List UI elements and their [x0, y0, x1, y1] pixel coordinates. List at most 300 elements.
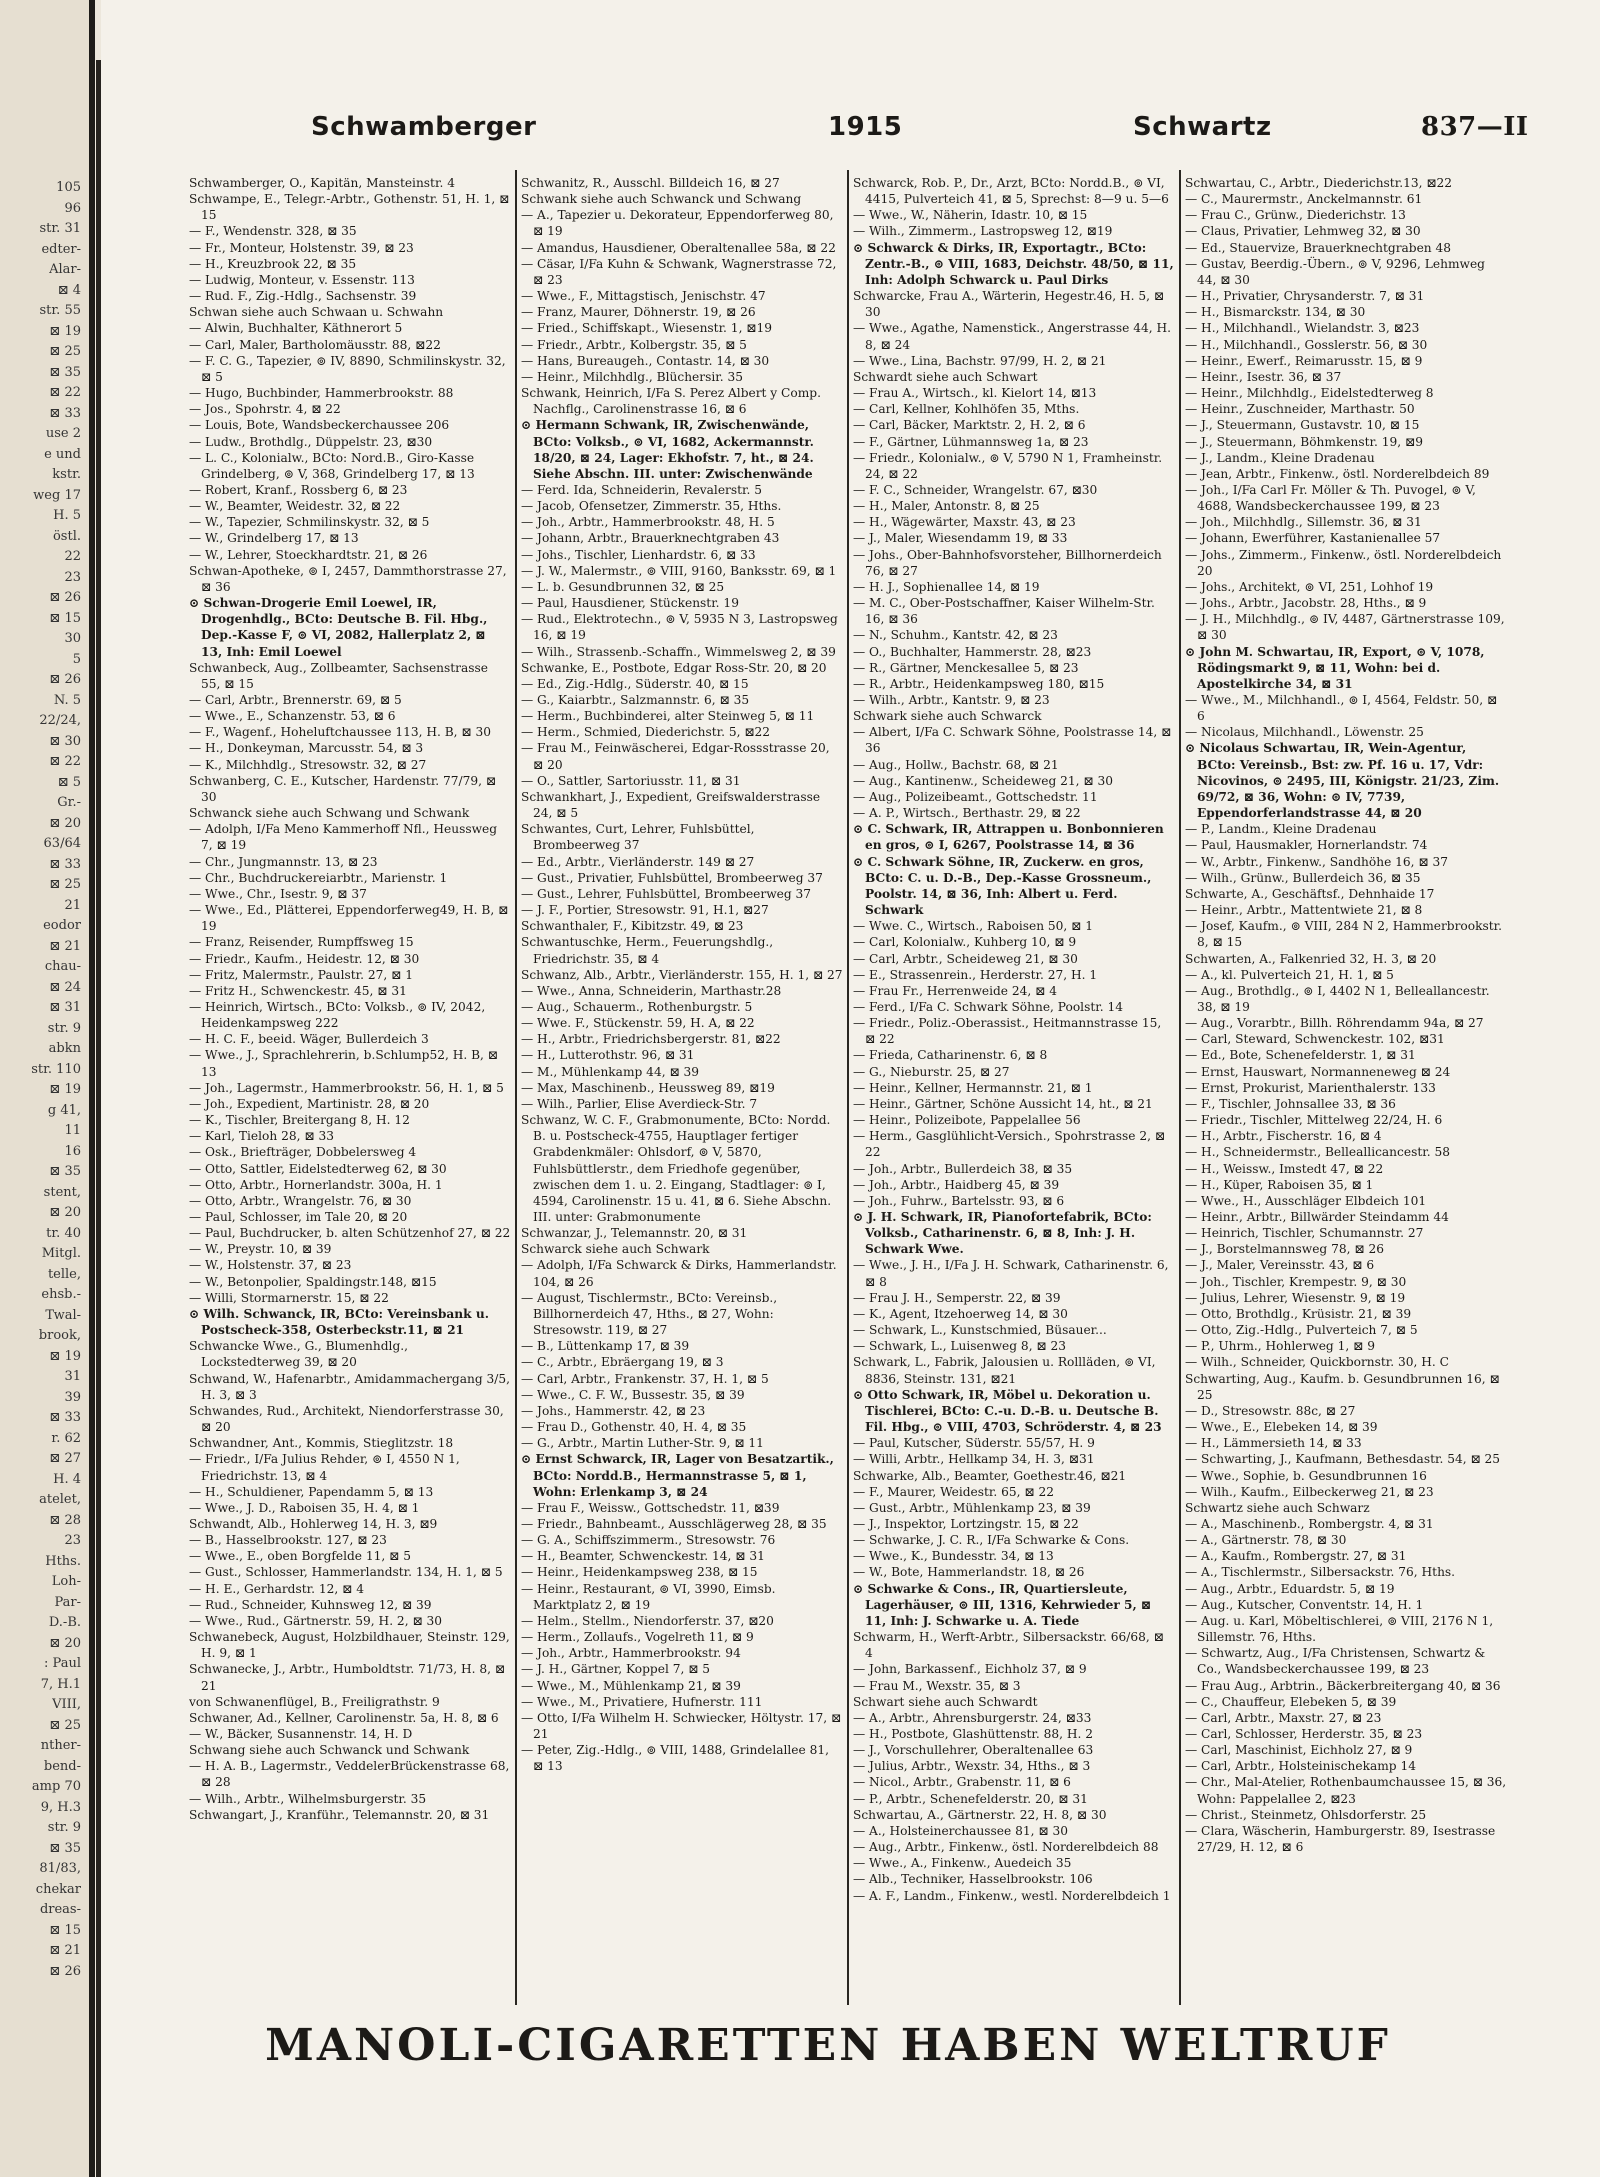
- directory-entry: — Frau Fr., Herrenweide 24, ⊠ 4: [853, 983, 1057, 998]
- directory-entry: — August, Tischlermstr., BCto: Vereinsb., Billhornerdeich 47, Hths., ⊠ 27, Wohn: Stresowstr. 119, ⊠ 27: [521, 1290, 778, 1338]
- directory-entry: — F. C., Schneider, Wrangelstr. 67, ⊠30: [853, 482, 1098, 497]
- margin-fragment: dreas-: [39, 1902, 81, 1917]
- directory-entry: ⊙ C. Schwark, IR, Attrappen u. Bonbonnieren en gros, ⊚ I, 6267, Poolstrasse 14, ⊠ 36: [853, 822, 1164, 853]
- margin-fragment: ⊠ 25: [49, 344, 81, 359]
- margin-fragment: 16: [64, 1143, 81, 1159]
- directory-entry: — Amandus, Hausdiener, Oberaltenallee 58a, ⊠ 22: [521, 240, 836, 255]
- directory-entry: — Wwe., M., Mühlenkamp 21, ⊠ 39: [521, 1678, 741, 1693]
- directory-entry: — H., Schneidermstr., Belleallicancestr. 58: [1185, 1145, 1450, 1160]
- directory-entry: Schwarke, Alb., Beamter, Goethestr.46, ⊠21: [853, 1468, 1127, 1483]
- directory-entry: — H. C. F., beeid. Wäger, Bullerdeich 3: [189, 1032, 429, 1047]
- directory-entry: — Chr., Mal-Atelier, Rothenbaumchaussee 15, ⊠ 36, Wohn: Pappelallee 2, ⊠23: [1185, 1775, 1507, 1806]
- directory-entry: — Carl, Kolonialw., Kuhberg 10, ⊠ 9: [853, 935, 1077, 950]
- directory-entry: — Wwe., E., oben Borgfelde 11, ⊠ 5: [189, 1549, 411, 1564]
- directory-entry: Schwampe, E., Telegr.-Arbtr., Gothenstr. 51, H. 1, ⊠ 15: [189, 192, 510, 223]
- directory-entry: Schwantuschke, Herm., Feuerungshdlg., Friedrichstr. 35, ⊠ 4: [521, 935, 774, 966]
- directory-entry: — Ed., Stauervize, Brauerknechtgraben 48: [1185, 240, 1452, 255]
- directory-entry: — Wwe., C. F. W., Bussestr. 35, ⊠ 39: [521, 1387, 745, 1402]
- directory-entry: — Wwe., Rud., Gärtnerstr. 59, H. 2, ⊠ 30: [189, 1613, 443, 1628]
- margin-fragment: ⊠ 26: [49, 672, 81, 687]
- directory-entry: — Ernst, Prokurist, Marienthalerstr. 133: [1185, 1080, 1436, 1095]
- directory-entry: — Ferd. Ida, Schneiderin, Revalerstr. 5: [521, 482, 763, 497]
- directory-entry: — Gust., Lehrer, Fuhlsbüttel, Brombeerweg 37: [521, 886, 812, 901]
- directory-entry: — Wwe., M., Privatiere, Hufnerstr. 111: [521, 1694, 763, 1709]
- directory-entry: — J., Steuermann, Gustavstr. 10, ⊠ 15: [1185, 418, 1420, 433]
- directory-entry: — Wilh., Strassenb.-Schaffn., Wimmelsweg 2, ⊠ 39: [521, 644, 836, 659]
- directory-entry: — H., Privatier, Chrysanderstr. 7, ⊠ 31: [1185, 289, 1425, 304]
- directory-entry: von Schwanenflügel, B., Freiligrathstr. 9: [189, 1694, 440, 1709]
- directory-entry: — Otto, Arbtr., Wrangelstr. 76, ⊠ 30: [189, 1193, 412, 1208]
- directory-entry: — F., Tischler, Johnsallee 33, ⊠ 36: [1185, 1096, 1396, 1111]
- directory-entry: — F., Wendenstr. 328, ⊠ 35: [189, 224, 357, 239]
- directory-entry: — Wwe., A., Finkenw., Auedeich 35: [853, 1856, 1072, 1871]
- directory-entry: — Joh., Fuhrw., Bartelsstr. 93, ⊠ 6: [853, 1193, 1065, 1208]
- directory-page: [101, 0, 1600, 2177]
- directory-entry: — Rud. F., Zig.-Hdlg., Sachsenstr. 39: [189, 289, 417, 304]
- margin-fragment: ⊠ 22: [49, 754, 81, 769]
- directory-entry: Schwantes, Curt, Lehrer, Fuhlsbüttel, Brombeerweg 37: [521, 822, 755, 853]
- directory-entry: — Wwe., M., Milchhandl., ⊚ I, 4564, Feldstr. 50, ⊠ 6: [1185, 693, 1498, 724]
- directory-entry: — D., Stresowstr. 88c, ⊠ 27: [1185, 1403, 1356, 1418]
- directory-entry: — Carl, Kellner, Kohlhöfen 35, Mths.: [853, 402, 1080, 417]
- margin-fragment: eodor: [43, 918, 81, 933]
- directory-entry: — Frau Aug., Arbtrin., Bäckerbreitergang 40, ⊠ 36: [1185, 1678, 1501, 1693]
- margin-fragment: ⊠ 28: [49, 1512, 81, 1528]
- directory-entry: — W., Preystr. 10, ⊠ 39: [189, 1242, 332, 1257]
- directory-entry: Schwan-Apotheke, ⊚ I, 2457, Dammthorstrasse 27, ⊠ 36: [189, 563, 507, 594]
- directory-entry: — Wwe., Agathe, Namenstick., Angerstrasse 44, H. 8, ⊠ 24: [853, 321, 1171, 352]
- margin-fragment: D.-B.: [48, 1615, 81, 1630]
- directory-entry: — Otto, I/Fa Wilhelm H. Schwiecker, Höltystr. 17, ⊠ 21: [521, 1710, 842, 1741]
- directory-entry: — Frau F., Weissw., Gottschedstr. 11, ⊠39: [521, 1500, 780, 1515]
- directory-entry: — Wilh., Zimmerm., Lastropsweg 12, ⊠19: [853, 224, 1113, 239]
- directory-entry: — A., kl. Pulverteich 21, H. 1, ⊠ 5: [1185, 967, 1394, 982]
- directory-entry: Schwart siehe auch Schwardt: [853, 1694, 1038, 1709]
- directory-entry: — L. C., Kolonialw., BCto: Nord.B., Giro-Kasse Grindelberg, ⊚ V, 368, Grindelberg 17, ⊠ 13: [189, 450, 475, 481]
- margin-fragment: str. 110: [31, 1061, 81, 1077]
- directory-entry: — Joh., Arbtr., Bullerdeich 38, ⊠ 35: [853, 1161, 1073, 1176]
- directory-entry: — A., Arbtr., Ahrensburgerstr. 24, ⊠33: [853, 1710, 1092, 1725]
- directory-entry: — Friedr., Poliz.-Oberassist., Heitmannstrasse 15, ⊠ 22: [853, 1016, 1162, 1047]
- margin-fragment: ⊠ 21: [49, 938, 81, 954]
- directory-entry: — Carl, Arbtr., Maxstr. 27, ⊠ 23: [1185, 1710, 1382, 1725]
- directory-entry: — H. E., Gerhardstr. 12, ⊠ 4: [189, 1581, 364, 1596]
- page-number: 837—II: [1421, 112, 1529, 142]
- directory-entry: — Carl, Arbtr., Scheideweg 21, ⊠ 30: [853, 951, 1078, 966]
- directory-entry: Schwancke Wwe., G., Blumenhdlg., Lockstedterweg 39, ⊠ 20: [189, 1339, 409, 1370]
- directory-entry: — H. J., Sophienallee 14, ⊠ 19: [853, 579, 1040, 594]
- directory-entry: — Fritz H., Schwenckestr. 45, ⊠ 31: [189, 983, 407, 998]
- directory-entry: — Chr., Jungmannstr. 13, ⊠ 23: [189, 854, 378, 869]
- directory-entry: — W., Bäcker, Susannenstr. 14, H. D: [189, 1727, 413, 1741]
- margin-fragment: ⊠ 20: [49, 1635, 81, 1651]
- margin-fragment: Loh-: [51, 1574, 81, 1589]
- directory-entry: — Otto, Zig.-Hdlg., Pulverteich 7, ⊠ 5: [1185, 1323, 1418, 1338]
- directory-entry: — W., Lehrer, Stoeckhardtstr. 21, ⊠ 26: [189, 547, 428, 562]
- directory-entry: — Aug., Arbtr., Finkenw., östl. Norderelbdeich 88: [853, 1840, 1159, 1855]
- directory-entry: — Aug. u. Karl, Möbeltischlerei, ⊚ VIII, 2176 N 1, Sillemstr. 76, Hths.: [1185, 1613, 1494, 1645]
- directory-entry: — A., Tapezier u. Dekorateur, Eppendorferweg 80, ⊠ 19: [521, 208, 834, 239]
- directory-entry: — Johs., Zimmerm., Finkenw., östl. Norderelbdeich 20: [1185, 547, 1502, 578]
- directory-entry: — Max, Maschinenb., Heussweg 89, ⊠19: [521, 1080, 775, 1095]
- margin-fragment: 81/83,: [39, 1861, 81, 1876]
- margin-fragment: 63/64: [43, 836, 81, 851]
- directory-entry: — Carl, Maler, Bartholomäusstr. 88, ⊠22: [189, 337, 441, 352]
- directory-entry: — Nicol., Arbtr., Grabenstr. 11, ⊠ 6: [853, 1775, 1071, 1790]
- directory-entry: — Aug., Vorarbtr., Billh. Röhrendamm 94a, ⊠ 27: [1185, 1016, 1484, 1031]
- directory-entry: Schwanbeck, Aug., Zollbeamter, Sachsenstrasse 55, ⊠ 15: [189, 660, 488, 691]
- directory-entry: — C., Chauffeur, Elebeken 5, ⊠ 39: [1185, 1694, 1397, 1709]
- directory-entry: — Gustav, Beerdig.-Übern., ⊚ V, 9296, Lehmweg 44, ⊠ 30: [1185, 256, 1485, 287]
- directory-entry: — Johann, Arbtr., Brauerknechtgraben 43: [521, 531, 780, 546]
- directory-entry: — Heinr., Zuschneider, Marthastr. 50: [1185, 402, 1415, 417]
- directory-entry: Schwartau, C., Arbtr., Diederichstr.13, ⊠22: [1185, 176, 1453, 190]
- margin-fragment: Gr.-: [57, 795, 81, 810]
- margin-fragment: 31: [64, 1369, 81, 1384]
- directory-entry: — Clara, Wäscherin, Hamburgerstr. 89, Isestrasse 27/29, H. 12, ⊠ 6: [1185, 1823, 1496, 1855]
- margin-fragment: ⊠ 25: [49, 1717, 81, 1733]
- directory-entry: — H., Kreuzbrook 22, ⊠ 35: [189, 256, 357, 271]
- directory-entry: Schwanck siehe auch Schwang und Schwank: [189, 806, 470, 821]
- margin-fragment: chau-: [44, 959, 81, 974]
- directory-entry: — H., Donkeyman, Marcusstr. 54, ⊠ 3: [189, 741, 424, 756]
- directory-entry: — Ernst, Hauswart, Normanneneweg ⊠ 24: [1185, 1064, 1451, 1079]
- directory-entry: — Joh., I/Fa Carl Fr. Möller & Th. Puvogel, ⊚ V, 4688, Wandsbeckerchaussee 199, ⊠ 23: [1185, 482, 1476, 514]
- left-page-margin: [0, 0, 95, 2177]
- directory-entry: Schwanecke, J., Arbtr., Humboldtstr. 71/73, H. 8, ⊠ 21: [189, 1662, 506, 1693]
- directory-entry: — B., Lüttenkamp 17, ⊠ 39: [521, 1339, 690, 1354]
- directory-entry: — Heinr., Heidenkampsweg 238, ⊠ 15: [521, 1565, 758, 1580]
- margin-fragment: e und: [44, 446, 81, 462]
- margin-fragment: H. 4: [53, 1471, 81, 1487]
- margin-fragment: H. 5: [53, 508, 81, 523]
- directory-entry: Schwarm, H., Werft-Arbtr., Silbersackstr. 66/68, ⊠ 4: [853, 1630, 1164, 1661]
- directory-entry: — W., Tapezier, Schmilinskystr. 32, ⊠ 5: [189, 515, 430, 530]
- directory-entry: — J. F., Portier, Stresowstr. 91, H.1, ⊠27: [521, 903, 769, 918]
- margin-fragment: str. 9: [47, 1820, 81, 1835]
- margin-fragment: ⊠ 22: [49, 385, 81, 400]
- directory-entry: — Adolph, I/Fa Schwarck & Dirks, Hammerlandstr. 104, ⊠ 26: [521, 1258, 837, 1289]
- margin-fragment: VIII,: [52, 1697, 81, 1712]
- directory-entry: — Joh., Tischler, Krempestr. 9, ⊠ 30: [1185, 1274, 1407, 1289]
- margin-fragment: ⊠ 33: [49, 856, 81, 872]
- directory-entry: — Friedr., Tischler, Mittelweg 22/24, H. 6: [1185, 1113, 1443, 1128]
- directory-entry: — Wwe., J., Sprachlehrerin, b.Schlump52, H. B, ⊠ 13: [189, 1048, 499, 1079]
- margin-fragment: 30: [64, 631, 81, 646]
- directory-entry: Schwarte, A., Geschäftsf., Dehnhaide 17: [1185, 886, 1435, 901]
- directory-entry: — A., Kaufm., Rombergstr. 27, ⊠ 31: [1185, 1549, 1407, 1564]
- directory-entry: ⊙ Schwarck & Dirks, IR, Exportagtr., BCto: Zentr.-B., ⊚ VIII, 1683, Deichstr. 48/50, ⊠ 11, Inh: Adolph Schwarck u. Paul Dirks: [853, 240, 1174, 287]
- directory-entry: Schwarck, Rob. P., Dr., Arzt, BCto: Nordd.B., ⊚ VI, 4415, Pulverteich 41, ⊠ 5, Sprechst: 8—9 u. 5—6: [853, 176, 1169, 207]
- directory-entry: — Heinr., Milchhdlg., Eidelstedterweg 8: [1185, 386, 1434, 401]
- directory-entry: — Gust., Privatier, Fuhlsbüttel, Brombeerweg 37: [521, 870, 823, 885]
- margin-fragment: 21: [64, 897, 81, 913]
- directory-entry: Schwanzar, J., Telemannstr. 20, ⊠ 31: [521, 1226, 748, 1241]
- directory-entry: — Robert, Kranf., Rossberg 6, ⊠ 23: [189, 482, 408, 497]
- directory-entry: — Frau C., Grünw., Diederichstr. 13: [1185, 208, 1406, 223]
- margin-fragment: abkn: [48, 1041, 81, 1056]
- directory-entry: — Johs., Tischler, Lienhardstr. 6, ⊠ 33: [521, 547, 756, 562]
- directory-entry: — Otto, Arbtr., Hornerlandstr. 300a, H. 1: [189, 1177, 443, 1192]
- margin-fragment: use 2: [45, 426, 81, 441]
- directory-entry: — G., Nieburstr. 25, ⊠ 27: [853, 1064, 1010, 1079]
- directory-entry: ⊙ Wilh. Schwanck, IR, BCto: Vereinsbank u. Postscheck-358, Osterbeckstr.11, ⊠ 21: [189, 1306, 489, 1338]
- directory-entry: — Chr., Buchdruckereiarbtr., Marienstr. 1: [189, 870, 448, 885]
- directory-entry: — Aug., Arbtr., Eduardstr. 5, ⊠ 19: [1185, 1581, 1395, 1596]
- column-rule: [1179, 170, 1181, 2005]
- directory-entry: — Aug., Brothdlg., ⊚ I, 4402 N 1, Belleallancestr. 38, ⊠ 19: [1185, 983, 1490, 1014]
- directory-entry: — Otto, Brothdlg., Krüsistr. 21, ⊠ 39: [1185, 1306, 1412, 1321]
- directory-entry: — Friedr., Kolonialw., ⊚ V, 5790 N 1, Framheinstr. 24, ⊠ 22: [853, 450, 1163, 481]
- column-2: [521, 175, 843, 2000]
- directory-entry: — R., Arbtr., Heidenkampsweg 180, ⊠15: [853, 676, 1105, 691]
- margin-fragment: 22/24,: [39, 713, 81, 728]
- directory-entry: — Wilh., Kaufm., Eilbeckerweg 21, ⊠ 23: [1185, 1484, 1434, 1499]
- margin-fragment: r. 62: [51, 1430, 81, 1446]
- directory-entry: — Aug., Schauerm., Rothenburgstr. 5: [521, 999, 753, 1014]
- margin-fragment: Par-: [54, 1594, 81, 1610]
- margin-fragment: str. 9: [47, 1020, 81, 1036]
- directory-entry: Schwank, Heinrich, I/Fa S. Perez Albert y Comp. Nachflg., Carolinenstrasse 16, ⊠ 6: [521, 386, 821, 417]
- directory-entry: — Wilh., Parlier, Elise Averdieck-Str. 7: [521, 1096, 758, 1111]
- directory-entry: ⊙ Otto Schwark, IR, Möbel u. Dekoration u. Tischlerei, BCto: C.-u. D.-B. u. Deutsche B. Fil. Hbg., ⊚ VIII, 4703, Schröderstr. 4, ⊠ 23: [853, 1387, 1162, 1435]
- directory-entry: — H., Arbtr., Fischerstr. 16, ⊠ 4: [1185, 1129, 1382, 1144]
- directory-entry: Schwan siehe auch Schwaan u. Schwahn: [189, 305, 444, 320]
- margin-fragment: Alar-: [49, 262, 81, 277]
- directory-entry: — Wwe. F., Stückenstr. 59, H. A, ⊠ 22: [521, 1016, 755, 1031]
- column-3: [853, 175, 1175, 2000]
- directory-entry: — Paul, Kutscher, Süderstr. 55/57, H. 9: [853, 1436, 1095, 1451]
- directory-entry: ⊙ Hermann Schwank, IR, Zwischenwände, BCto: Volksb., ⊚ VI, 1682, Ackermannstr. 18/20, ⊠ 24, Lager: Ekhofstr. 7, ht., ⊠ 24. Siehe Abschn. III. unter: Zwischenwände: [521, 418, 814, 481]
- directory-entry: Schwanberg, C. E., Kutscher, Hardenstr. 77/79, ⊠ 30: [189, 773, 497, 804]
- directory-entry: — Johs., Architekt, ⊚ VI, 251, Lohhof 19: [1185, 579, 1434, 594]
- margin-fragment: stent,: [43, 1184, 81, 1200]
- directory-entry: Schwandt, Alb., Hohlerweg 14, H. 3, ⊠9: [189, 1516, 438, 1531]
- directory-entry: — H., Bismarckstr. 134, ⊠ 30: [1185, 305, 1366, 320]
- margin-fragment: ⊠ 33: [49, 405, 81, 421]
- directory-entry: ⊙ C. Schwark Söhne, IR, Zuckerw. en gros, BCto: C. u. D.-B., Dep.-Kasse Grossneum., Poolstr. 14, ⊠ 36, Inh: Albert u. Ferd. Schwark: [853, 854, 1152, 918]
- directory-entry: — A. P., Wirtsch., Berthastr. 29, ⊠ 22: [853, 806, 1081, 821]
- directory-entry: — Louis, Bote, Wandsbeckerchaussee 206: [189, 418, 450, 433]
- margin-fragment: ⊠ 35: [49, 1840, 81, 1856]
- directory-entry: — Alwin, Buchhalter, Käthnerort 5: [189, 321, 403, 336]
- directory-entry: — Herm., Gasglühlicht-Versich., Spohrstrasse 2, ⊠ 22: [853, 1129, 1166, 1160]
- directory-entry: — P., Uhrm., Hohlerweg 1, ⊠ 9: [1185, 1339, 1375, 1354]
- directory-entry: — Carl, Arbtr., Brennerstr. 69, ⊠ 5: [189, 693, 402, 707]
- directory-entry: Schwanz, W. C. F., Grabmonumente, BCto: Nordd. B. u. Postscheck-4755, Hauptlager fertiger Grabdenkmäler: Ohlsdorf, ⊚ V, 5870, Fuhlsbüttlerstr., dem Friedhofe gegenüber, zwischen dem 1. u. 2. Eingang, Stadtlager: ⊚ I, 4594, Carolinenstr. 15 u. 41, ⊠ 6. Siehe Abschn. III. unter: Grabmonumente: [521, 1113, 832, 1224]
- directory-entry: — Josef, Kaufm., ⊚ VIII, 284 N 2, Hammerbrookstr. 8, ⊠ 15: [1185, 919, 1502, 950]
- directory-entry: — Frieda, Catharinenstr. 6, ⊠ 8: [853, 1048, 1048, 1063]
- directory-entry: — Wwe., E., Elebeken 14, ⊠ 39: [1185, 1420, 1378, 1435]
- directory-entry: — Herm., Schmied, Diederichstr. 5, ⊠22: [521, 725, 771, 740]
- directory-entry: — Frau J. H., Semperstr. 22, ⊠ 39: [853, 1290, 1061, 1305]
- directory-entry: — Wwe., K., Bundesstr. 34, ⊠ 13: [853, 1549, 1054, 1564]
- directory-entry: — Nicolaus, Milchhandl., Löwenstr. 25: [1185, 725, 1424, 740]
- directory-entry: — Wwe., Lina, Bachstr. 97/99, H. 2, ⊠ 21: [853, 353, 1107, 368]
- directory-entry: Schwank siehe auch Schwanck und Schwang: [521, 192, 802, 207]
- directory-entry: — J., Landm., Kleine Dradenau: [1185, 450, 1375, 465]
- directory-entry: ⊙ J. H. Schwark, IR, Pianofortefabrik, BCto: Volksb., Catharinenstr. 6, ⊠ 8, Inh: J. H. Schwark Wwe.: [853, 1210, 1152, 1257]
- directory-entry: — Wilh., Schneider, Quickbornstr. 30, H. C: [1185, 1355, 1449, 1370]
- margin-fragment: chekar: [35, 1881, 81, 1897]
- directory-entry: — Frau D., Gothenstr. 40, H. 4, ⊠ 35: [521, 1420, 747, 1435]
- directory-entry: Schwanitz, R., Ausschl. Billdeich 16, ⊠ 27: [521, 176, 780, 190]
- directory-entry: — A., Holsteinerchaussee 81, ⊠ 30: [853, 1823, 1068, 1838]
- margin-fragment: g 41,: [47, 1102, 81, 1118]
- directory-entry: Schwanthaler, F., Kibitzstr. 49, ⊠ 23: [521, 919, 744, 934]
- column-rule: [847, 170, 849, 2005]
- directory-entry: — Paul, Buchdrucker, b. alten Schützenhof 27, ⊠ 22: [189, 1226, 511, 1241]
- directory-entry: — L. b. Gesundbrunnen 32, ⊠ 25: [521, 579, 725, 594]
- directory-entry: — Joh., Expedient, Martinistr. 28, ⊠ 20: [189, 1096, 430, 1111]
- directory-entry: — W., Grindelberg 17, ⊠ 13: [189, 531, 359, 546]
- directory-entry: — G., Arbtr., Martin Luther-Str. 9, ⊠ 11: [521, 1436, 764, 1451]
- directory-entry: — Joh., Arbtr., Hammerbrookstr. 48, H. 5: [521, 515, 775, 530]
- directory-entry: — H. A. B., Lagermstr., VeddelerBrückenstrasse 68, ⊠ 28: [189, 1759, 510, 1790]
- directory-entry: — Gust., Schlosser, Hammerlandstr. 134, H. 1, ⊠ 5: [189, 1565, 503, 1580]
- directory-entry: — Willi, Arbtr., Hellkamp 34, H. 3, ⊠31: [853, 1452, 1095, 1467]
- directory-entry: — Schwarting, J., Kaufmann, Bethesdastr. 54, ⊠ 25: [1185, 1452, 1501, 1467]
- directory-entry: — Wwe., Anna, Schneiderin, Marthastr.28: [521, 983, 782, 998]
- directory-entry: — Gust., Arbtr., Mühlenkamp 23, ⊠ 39: [853, 1500, 1091, 1515]
- running-head-left: Schwamberger: [311, 112, 537, 142]
- margin-fragment: ⊠ 35: [49, 364, 81, 380]
- directory-entry: Schwarcke, Frau A., Wärterin, Hegestr.46, H. 5, ⊠ 30: [853, 289, 1165, 320]
- directory-entry: — Herm., Zollaufs., Vogelreth 11, ⊠ 9: [521, 1630, 754, 1645]
- directory-entry: — Joh., Lagermstr., Hammerbrookstr. 56, H. 1, ⊠ 5: [189, 1080, 504, 1095]
- directory-entry: — Schwark, L., Luisenweg 8, ⊠ 23: [853, 1339, 1067, 1354]
- directory-entry: — Adolph, I/Fa Meno Kammerhoff Nfl., Heussweg 7, ⊠ 19: [189, 822, 498, 853]
- directory-entry: ⊙ Schwarke & Cons., IR, Quartiersleute, Lagerhäuser, ⊚ III, 1316, Kehrwieder 5, ⊠ 11, Inh: J. Schwarke u. A. Tiede: [853, 1581, 1152, 1628]
- margin-fragment: 23: [64, 569, 81, 585]
- margin-fragment: östl.: [52, 528, 81, 544]
- margin-fragment: edter-: [41, 241, 81, 257]
- margin-fragment: ⊠ 25: [49, 877, 81, 892]
- directory-entry: — J., Steuermann, Böhmkenstr. 19, ⊠9: [1185, 434, 1423, 449]
- directory-entry: — F., Maurer, Weidestr. 65, ⊠ 22: [853, 1484, 1054, 1499]
- margin-fragment: ⊠ 15: [49, 1922, 81, 1938]
- directory-entry: — Heinr., Milchhdlg., Blüchersir. 35: [521, 369, 743, 384]
- directory-entry: — Ferd., I/Fa C. Schwark Söhne, Poolstr. 14: [853, 999, 1123, 1014]
- directory-entry: — E., Strassenrein., Herderstr. 27, H. 1: [853, 967, 1098, 982]
- directory-entry: — F. C. G., Tapezier, ⊚ IV, 8890, Schmilinskystr. 32, ⊠ 5: [189, 353, 506, 384]
- margin-fragment: ⊠ 31: [49, 1000, 81, 1015]
- directory-entry: — Fried., Schiffskapt., Wiesenstr. 1, ⊠19: [521, 321, 773, 336]
- directory-entry: — Ed., Bote, Schenefelderstr. 1, ⊠ 31: [1185, 1048, 1416, 1063]
- directory-entry: Schwarck siehe auch Schwark: [521, 1242, 710, 1257]
- directory-entry: — Osk., Briefträger, Dobbelersweg 4: [189, 1145, 417, 1160]
- directory-entry: — Jos., Spohrstr. 4, ⊠ 22: [189, 402, 341, 417]
- running-head-right: Schwartz: [1133, 112, 1272, 142]
- directory-entry: — Wwe., W., Näherin, Idastr. 10, ⊠ 15: [853, 208, 1088, 223]
- directory-entry: Schwarten, A., Falkenried 32, H. 3, ⊠ 20: [1185, 951, 1437, 966]
- directory-entry: — Aug., Kantinenw., Scheideweg 21, ⊠ 30: [853, 773, 1113, 788]
- margin-fragment: ⊠ 20: [49, 1205, 81, 1220]
- margin-fragment: bend-: [43, 1758, 81, 1774]
- directory-entry: — H., Lämmersieth 14, ⊠ 33: [1185, 1436, 1362, 1451]
- margin-fragment: ⊠ 35: [49, 1164, 81, 1179]
- margin-fragment: atelet,: [39, 1492, 81, 1507]
- margin-fragment: 7, H.1: [40, 1676, 81, 1692]
- directory-entry: — Johs., Arbtr., Jacobstr. 28, Hths., ⊠ 9: [1185, 596, 1427, 611]
- directory-entry: — Heinrich, Wirtsch., BCto: Volksb., ⊚ IV, 2042, Heidenkampsweg 222: [189, 999, 486, 1031]
- directory-entry: — Frau A., Wirtsch., kl. Kielort 14, ⊠13: [853, 386, 1097, 401]
- column-1: [189, 175, 511, 2000]
- directory-entry: — Heinr., Arbtr., Billwärder Steindamm 44: [1185, 1210, 1449, 1224]
- directory-entry: Schwark, L., Fabrik, Jalousien u. Rollläden, ⊚ VI, 8836, Steinstr. 131, ⊠21: [853, 1355, 1156, 1386]
- directory-entry: — G., Kaiarbtr., Salzmannstr. 6, ⊠ 35: [521, 693, 750, 707]
- margin-fragment: brook,: [38, 1328, 81, 1343]
- margin-fragment: N. 5: [53, 692, 81, 708]
- directory-entry: — Claus, Privatier, Lehmweg 32, ⊠ 30: [1185, 224, 1421, 239]
- column-4: [1185, 175, 1507, 2000]
- margin-fragment: Hths.: [45, 1553, 81, 1569]
- margin-fragment: 9, H.3: [40, 1799, 81, 1815]
- directory-entry: — Wilh., Grünw., Bullerdeich 36, ⊠ 35: [1185, 870, 1421, 885]
- directory-entry: — Johs., Ober-Bahnhofsvorsteher, Billhornerdeich 76, ⊠ 27: [853, 547, 1162, 578]
- margin-fragment: ⊠ 5: [57, 774, 81, 790]
- directory-entry: — H., Arbtr., Friedrichsbergerstr. 81, ⊠22: [521, 1032, 781, 1047]
- directory-entry: — F., Wagenf., Hoheluftchaussee 113, H. B, ⊠ 30: [189, 725, 492, 740]
- directory-entry: Schwanebeck, August, Holzbildhauer, Steinstr. 129, H. 9, ⊠ 1: [189, 1630, 510, 1661]
- directory-entry: — Frau M., Wexstr. 35, ⊠ 3: [853, 1678, 1021, 1693]
- directory-entry: — Heinr., Ewerf., Reimarusstr. 15, ⊠ 9: [1185, 353, 1423, 368]
- directory-entry: — Herm., Buchbinderei, alter Steinweg 5, ⊠ 11: [521, 709, 815, 724]
- directory-entry: — Joh., Arbtr., Haidberg 45, ⊠ 39: [853, 1177, 1060, 1192]
- directory-entry: — Heinr., Arbtr., Mattentwiete 21, ⊠ 8: [1185, 903, 1423, 918]
- directory-entry: — Johann, Ewerführer, Kastanienallee 57: [1185, 531, 1441, 546]
- directory-entry: — H., Weissw., Imstedt 47, ⊠ 22: [1185, 1161, 1384, 1176]
- directory-entry: — Ludw., Brothdlg., Düppelstr. 23, ⊠30: [189, 434, 433, 449]
- directory-entry: — Wwe., Ed., Plätterei, Eppendorferweg49, H. B, ⊠ 19: [189, 903, 509, 934]
- directory-entry: — Fr., Monteur, Holstenstr. 39, ⊠ 23: [189, 240, 414, 255]
- directory-entry: Schwandner, Ant., Kommis, Stieglitzstr. 18: [189, 1436, 454, 1451]
- directory-entry: — A., Maschinenb., Rombergstr. 4, ⊠ 31: [1185, 1516, 1434, 1531]
- directory-entry: — Heinr., Restaurant, ⊚ VI, 3990, Eimsb. Marktplatz 2, ⊠ 19: [521, 1581, 776, 1612]
- directory-entry: — Schwartz, Aug., I/Fa Christensen, Schwartz & Co., Wandsbeckerchaussee 199, ⊠ 23: [1185, 1646, 1486, 1677]
- directory-entry: — G. A., Schiffszimmerm., Stresowstr. 76: [521, 1533, 776, 1548]
- directory-entry: — Joh., Milchhdlg., Sillemstr. 36, ⊠ 31: [1185, 515, 1422, 530]
- directory-entry: — H., Schuldiener, Papendamm 5, ⊠ 13: [189, 1484, 434, 1499]
- margin-fragment: ⊠ 20: [49, 815, 81, 831]
- margin-fragment: amp 70: [31, 1779, 81, 1794]
- directory-entry: — H., Beamter, Schwenckestr. 14, ⊠ 31: [521, 1549, 765, 1564]
- margin-fragment: ⊠ 26: [49, 1963, 81, 1979]
- directory-entry: ⊙ Schwan-Drogerie Emil Loewel, IR, Drogenhdlg., BCto: Deutsche B. Fil. Hbg., Dep.-Kasse F, ⊚ VI, 2082, Hallerplatz 2, ⊠ 13, Inh: Emil Loewel: [189, 596, 488, 659]
- directory-entry: — Heinr., Isestr. 36, ⊠ 37: [1185, 369, 1342, 384]
- directory-entry: — Julius, Arbtr., Wexstr. 34, Hths., ⊠ 3: [853, 1759, 1091, 1774]
- directory-entry: — Karl, Tieloh 28, ⊠ 33: [189, 1129, 334, 1144]
- directory-entry: — J., Maler, Vereinsstr. 43, ⊠ 6: [1185, 1258, 1375, 1273]
- directory-entry: — Franz, Maurer, Döhnerstr. 19, ⊠ 26: [521, 305, 756, 320]
- margin-fragment: tr. 40: [46, 1225, 81, 1241]
- directory-entry: — H., Küper, Raboisen 35, ⊠ 1: [1185, 1177, 1374, 1192]
- directory-entry: — Franz, Reisender, Rumpffsweg 15: [189, 935, 414, 950]
- directory-entry: Schwanke, E., Postbote, Edgar Ross-Str. 20, ⊠ 20: [521, 660, 827, 675]
- directory-entry: ⊙ John M. Schwartau, IR, Export, ⊚ V, 1078, Rödingsmarkt 9, ⊠ 11, Wohn: bei d. Apostelkirche 34, ⊠ 31: [1185, 644, 1485, 691]
- directory-entry: — Friedr., Kaufm., Heidestr. 12, ⊠ 30: [189, 951, 420, 966]
- margin-fragment: ⊠ 30: [49, 733, 81, 749]
- margin-fragment: Twal-: [45, 1307, 81, 1323]
- margin-fragment: 22: [64, 549, 81, 564]
- directory-entry: — H., Milchhandl., Gosslerstr. 56, ⊠ 30: [1185, 337, 1428, 352]
- directory-entry: — O., Buchhalter, Hammerstr. 28, ⊠23: [853, 644, 1092, 659]
- directory-entry: — H., Wägewärter, Maxstr. 43, ⊠ 23: [853, 515, 1076, 530]
- directory-entry: — W., Beamter, Weidestr. 32, ⊠ 22: [189, 499, 401, 514]
- margin-fragment: 23: [64, 1533, 81, 1548]
- margin-fragment: ⊠ 21: [49, 1943, 81, 1958]
- directory-entry: — Wwe., Chr., Isestr. 9, ⊠ 37: [189, 886, 367, 901]
